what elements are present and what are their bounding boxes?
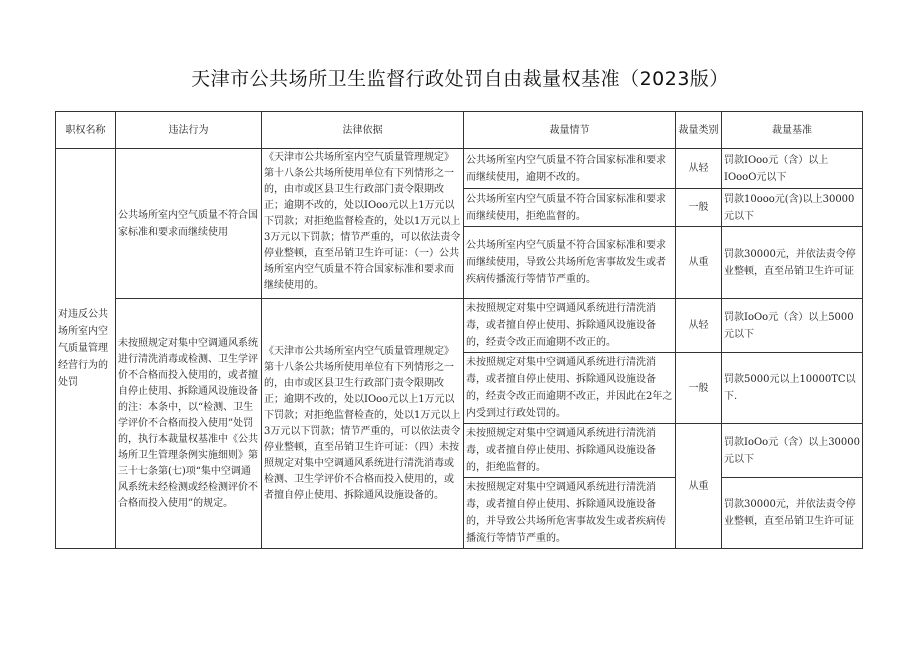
standard-a3: 罚款30000元，并依法责令停业整顿，直至吊销卫生许可证 xyxy=(722,227,863,299)
authority-name: 对违反公共场所室内空气质量管理经营行为的处罚 xyxy=(56,149,116,549)
header-authority: 职权名称 xyxy=(56,112,116,149)
category-b3: 从重 xyxy=(676,424,722,549)
category-a1: 从轻 xyxy=(676,149,722,189)
standard-a1: 罚款IOoo元（含）以上IOooO元以下 xyxy=(722,149,863,189)
category-b2: 一般 xyxy=(676,353,722,424)
violation-b: 未按照规定对集中空调通风系统进行清洗消毒或检测、卫生学评价不合格而投入使用的，或者擅自停止使用、拆除通风设施设备的注：本条中，以“检测、卫生学评价不合格而投入使用”处罚的，执行本裁量权基准中《公共场所卫生管理条例实施细则》第三十七条第(七)项“集中空调通风系统未经检测或经检测评价不合格而投入使用”的规定。 xyxy=(116,299,262,549)
circumstance-a3: 公共场所室内空气质量不符合国家标准和要求而继续使用，导致公共场所危害事故发生或者疾病传播流行等情节严重的。 xyxy=(464,227,676,299)
basis-a: 《天津市公共场所室内空气质量管理规定》第十八条公共场所使用单位有下列情形之一的，由市或区县卫生行政部门责令限期改正；逾期不改的，处以IOoo元以上1万元以下罚款；对拒绝监督检查的，处以1万元以上3万元以下罚款；情节严重的，可以依法责令停业整顿，直至吊销卫生许可证：（一）公共场所室内空气质量不符合国家标准和要求而继续使用的。 xyxy=(262,149,464,299)
standard-a2: 罚款10ooo元(含)以上30000元以下 xyxy=(722,189,863,227)
penalty-table xyxy=(55,111,863,549)
category-b1: 从轻 xyxy=(676,299,722,353)
circumstance-b4: 未按照规定对集中空调通风系统进行清洗消毒，或者擅自停止使用、拆除通风设施设备的，并导致公共场所危害事故发生或者疾病传播流行等情节严重的。 xyxy=(464,478,676,549)
circumstance-a2: 公共场所室内空气质量不符合国家标准和要求而继续使用，拒绝监督的。 xyxy=(464,189,676,227)
header-standard: 裁量基准 xyxy=(722,112,863,149)
category-a2: 一般 xyxy=(676,189,722,227)
circumstance-b1: 未按照规定对集中空调通风系统进行清洗消毒，或者擅自停止使用、拆除通风设施设备的，经责令改正而逾期不改正的。 xyxy=(464,299,676,353)
basis-b: 《天津市公共场所室内空气质量管理规定》第十八条公共场所使用单位有下列情形之一的，由市或区县卫生行政部门责令限期改正；逾期不改的，处以IOoo元以上1万元以下罚款；对拒绝监督检查的，处以1万元以上3万元以下罚款；情节严重的，可以依法责令停业整顿，直至吊销卫生许可证：（四）未按照规定对集中空调通风系统进行清洗消毒或检测、卫生学评价不合格而投入使用的，或者擅自停止使用、拆除通风设施设备的。 xyxy=(262,299,464,549)
header-circumstance: 裁量情节 xyxy=(464,112,676,149)
violation-a: 公共场所室内空气质量不符合国家标准和要求而继续使用 xyxy=(116,149,262,299)
standard-b2: 罚款5000元以上10000TC以下. xyxy=(722,353,863,424)
header-row xyxy=(56,112,863,149)
standard-b4: 罚款30000元，并依法责令停业整顿，直至吊销卫生许可证 xyxy=(722,478,863,549)
standard-b1: 罚款IoOo元（含）以上5000元以下 xyxy=(722,299,863,353)
header-basis: 法律依据 xyxy=(262,112,464,149)
circumstance-b2: 未按照规定对集中空调通风系统进行清洗消毒，或者擅自停止使用、拆除通风设施设备的，经责令改正而逾期不改正，并因此在2年之内受到过行政处罚的。 xyxy=(464,353,676,424)
circumstance-a1: 公共场所室内空气质量不符合国家标准和要求而继续使用，逾期不改的。 xyxy=(464,149,676,189)
standard-b3: 罚款IoOo元（含）以上30000元以下 xyxy=(722,424,863,478)
table-row xyxy=(56,149,863,189)
header-category: 裁量类别 xyxy=(676,112,722,149)
header-violation: 违法行为 xyxy=(116,112,262,149)
category-a3: 从重 xyxy=(676,227,722,299)
table-row xyxy=(56,299,863,353)
page-title: 天津市公共场所卫生监督行政处罚自由裁量权基准（2023版） xyxy=(191,68,729,90)
circumstance-b3: 未按照规定对集中空调通风系统进行清洗消毒，或者擅自停止使用、拆除通风设施设备的，拒绝监督的。 xyxy=(464,424,676,478)
